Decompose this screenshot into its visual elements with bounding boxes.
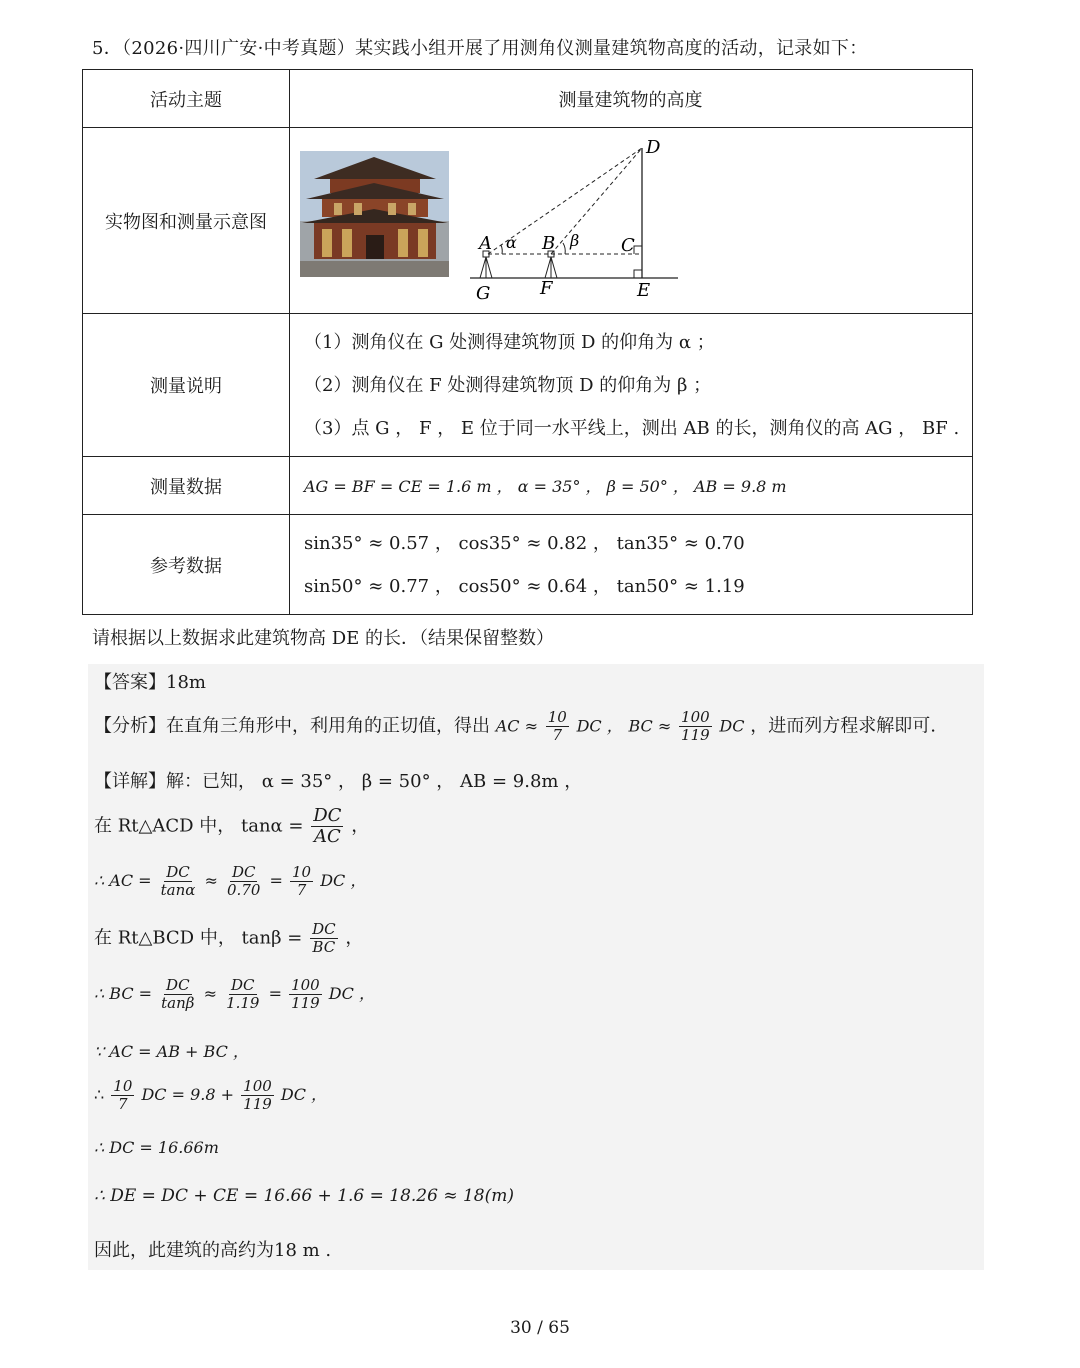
row-label-theme: 活动主题 (83, 70, 290, 128)
instruction-line-3: （3）点 G ， F ， E 位于同一水平线上，测出 AB 的长，测角仪的高 AG ， BF . (304, 417, 960, 439)
step6-fraction-1: $\frac{10}{7}$ (113, 1077, 133, 1113)
reference-line-1: sin35° ≈ 0.57 ， cos35° ≈ 0.82 ， tan35° ≈ 0.70 (304, 532, 745, 554)
label-a: A (479, 233, 492, 254)
step-2: ∴ AC = $\frac{DC}{\tan\alpha}$ ≈ $\frac{DC}{0.70}$ = $\frac{10}{7}$ DC ， (94, 863, 367, 899)
reference-line-2: sin50° ≈ 0.77 ， cos50° ≈ 0.64 ， tan50° ≈ 1.19 (304, 575, 745, 597)
step-6: ∴ $\frac{10}{7}$ DC = 9.8 + $\frac{100}{119}$ DC ， (94, 1077, 328, 1113)
instructions-cell (290, 314, 973, 457)
question-header: 5．（2026·四川广安·中考真题）某实践小组开展了用测角仪测量建筑物高度的活动，记录如下： (92, 38, 868, 59)
step6-fraction-2: $\frac{100}{119}$ (243, 1077, 272, 1113)
answer-line: 【答案】18m (94, 672, 206, 693)
analysis-dc-1: DC ， (576, 716, 623, 736)
answer-panel (88, 664, 984, 1270)
analysis-suffix: ，进而列方程求解即可. (750, 715, 936, 737)
label-g: G (476, 283, 491, 304)
step2-fraction-3: $\frac{10}{7}$ (292, 863, 312, 899)
label-c: C (621, 235, 635, 256)
label-beta: β (570, 231, 580, 250)
row-label-data: 测量数据 (83, 457, 290, 515)
instruction-line-2: （2）测角仪在 F 处测得建筑物顶 D 的仰角为 β ； (304, 374, 712, 396)
analysis-dc-2: DC (719, 716, 745, 736)
step4-fraction-2: $\frac{DC}{1.19}$ (226, 976, 260, 1012)
step-8: ∴ DE = DC + CE = 16.66 + 1.6 = 18.26 ≈ 18(m) (94, 1186, 515, 1206)
row-label-figure: 实物图和测量示意图 (83, 128, 290, 314)
step-7: ∴ DC = 16.66m (94, 1138, 219, 1157)
analysis-line (94, 709, 936, 744)
row-label-instructions: 测量说明 (83, 314, 290, 457)
analysis-frac-1: $\frac{10}{7}$ (547, 708, 567, 744)
step2-fraction-2: $\frac{DC}{0.70}$ (227, 863, 261, 899)
step-4: ∴ BC = $\frac{DC}{\tan\beta}$ ≈ $\frac{DC}{1.19}$ = $\frac{100}{119}$ DC ， (94, 976, 375, 1012)
conclusion: 因此，此建筑的高约为18 m . (94, 1240, 332, 1261)
analysis-ac: AC ≈ (495, 716, 539, 736)
analysis-bc: BC ≈ (628, 716, 672, 736)
reference-cell (290, 515, 973, 615)
building-photo (300, 151, 449, 277)
step4-fraction-1: $\frac{DC}{\tan\beta}$ (161, 976, 195, 1012)
label-b: B (542, 233, 556, 254)
row-value-theme: 测量建筑物的高度 (290, 70, 973, 128)
label-e: E (637, 280, 651, 301)
page-number: 30 / 65 (510, 1318, 570, 1338)
step2-fraction-1: $\frac{DC}{\tan\alpha}$ (160, 863, 196, 899)
step3-fraction: $\frac{DC}{BC}$ (312, 920, 336, 956)
label-f: F (540, 278, 553, 299)
step-5: ∵ AC = AB + BC ， (94, 1042, 249, 1061)
step4-fraction-3: $\frac{100}{119}$ (291, 976, 320, 1012)
row-label-reference: 参考数据 (83, 515, 290, 615)
step-1: 在 Rt△ACD 中， tanα = $\frac{DC}{AC}$ ， (94, 805, 370, 847)
measurement-diagram (466, 136, 686, 310)
followup-question: 请根据以上数据求此建筑物高 DE 的长．（结果保留整数） (92, 628, 555, 649)
step-3: 在 Rt△BCD 中， tanβ = $\frac{DC}{BC}$ ， (94, 920, 364, 956)
step1-fraction: $\frac{DC}{AC}$ (313, 805, 342, 847)
detail-line: 【详解】解：已知， α = 35° ， β = 50° ， AB = 9.8m ， (94, 771, 583, 792)
label-alpha: α (506, 233, 517, 252)
analysis-frac-2: $\frac{100}{119}$ (681, 708, 710, 744)
analysis-prefix: 【分析】在直角三角形中，利用角的正切值，得出 (94, 715, 490, 737)
label-d: D (646, 137, 661, 158)
instruction-line-1: （1）测角仪在 G 处测得建筑物顶 D 的仰角为 α ； (304, 331, 715, 353)
measurement-data: AG = BF = CE = 1.6 m ， α = 35° ， β = 50° ， AB = 9.8 m (290, 457, 973, 515)
